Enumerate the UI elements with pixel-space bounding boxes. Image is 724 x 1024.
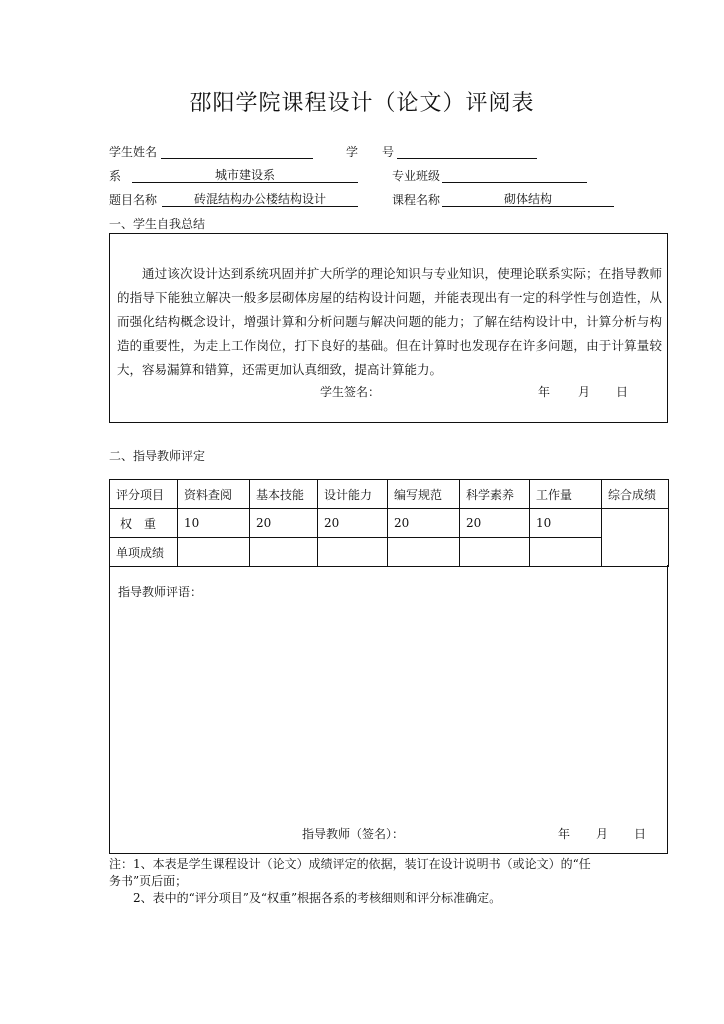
weight-cell: 10 <box>178 509 250 538</box>
dept-label: 系 <box>109 169 122 183</box>
score-cell[interactable] <box>530 538 602 567</box>
weight-cell: 10 <box>530 509 602 538</box>
teacher-sign-day: 日 <box>634 827 647 841</box>
weight-cell: 20 <box>250 509 318 538</box>
header-cell-skills: 基本技能 <box>250 480 318 509</box>
teacher-sign-month: 月 <box>596 827 609 841</box>
teacher-comments-box[interactable] <box>109 565 668 854</box>
header-cell-total: 综合成绩 <box>602 480 669 509</box>
single-score-row <box>110 538 669 567</box>
student-sign-day: 日 <box>616 385 629 399</box>
topic-label: 题目名称 <box>109 193 158 207</box>
header-cell-item: 评分项目 <box>110 480 178 509</box>
student-signature-label: 学生签名： <box>320 385 381 399</box>
self-summary-text: 通过该次设计达到系统巩固并扩大所学的理论知识与专业知识，使理论联系实际；在指导教师的指导下能独立解决一般多层砌体房屋的结构设计问题，并能表现出有一定的科学性与创造性，从而强化结构概念设计，增强计算和分析问题与解决问题的能力；了解在结构设计中，计算分析与构造的重要性，为走上工作岗位，打下良好的基础。但在计算时也发现存在许多问题，由于计算量较大，容易漏算和错算，还需更加认真细致，提高计算能力。 <box>117 266 662 377</box>
page-title: 邵阳学院课程设计（论文）评阅表 <box>189 91 535 116</box>
course-label: 课程名称 <box>392 193 441 207</box>
single-score-label: 单项成绩 <box>110 538 178 567</box>
course-field[interactable]: 砌体结构 <box>442 192 614 207</box>
weight-cell: 20 <box>460 509 530 538</box>
student-sign-year: 年 <box>538 385 551 399</box>
score-cell[interactable] <box>250 538 318 567</box>
table-header-row <box>110 480 669 509</box>
score-cell[interactable] <box>318 538 388 567</box>
class-field[interactable] <box>442 168 587 183</box>
total-score-cell[interactable] <box>602 509 669 567</box>
header-cell-workload: 工作量 <box>530 480 602 509</box>
score-cell[interactable] <box>388 538 460 567</box>
header-cell-design: 设计能力 <box>318 480 388 509</box>
teacher-signature-label: 指导教师（签名）： <box>302 827 405 841</box>
note-line-3: 2、表中的“评分项目”及“权重”根据各系的考核细则和评分标准确定。 <box>133 891 502 905</box>
score-cell[interactable] <box>460 538 530 567</box>
topic-field[interactable]: 砖混结构办公楼结构设计 <box>162 192 358 207</box>
student-name-field[interactable] <box>161 144 313 159</box>
student-sign-month: 月 <box>578 385 591 399</box>
section2-heading: 二、指导教师评定 <box>109 449 206 463</box>
note-line-1: 注：1、本表是学生课程设计（论文）成绩评定的依据，装订在设计说明书（或论文）的“任 <box>109 857 591 871</box>
weight-cell: 20 <box>318 509 388 538</box>
section1-heading: 一、学生自我总结 <box>109 217 206 231</box>
weight-cell: 20 <box>388 509 460 538</box>
student-name-label: 学生姓名 <box>109 145 158 159</box>
student-id-label: 学 号 <box>346 145 395 159</box>
score-cell[interactable] <box>178 538 250 567</box>
header-cell-science: 科学素养 <box>460 480 530 509</box>
note-line-2: 务书”页后面； <box>109 874 188 888</box>
grading-table <box>109 479 669 567</box>
header-cell-writing: 编写规范 <box>388 480 460 509</box>
dept-field[interactable]: 城市建设系 <box>132 168 358 183</box>
teacher-comments-label: 指导教师评语： <box>118 585 203 599</box>
class-label: 专业班级 <box>392 169 441 183</box>
teacher-sign-year: 年 <box>558 827 571 841</box>
weight-label: 权 重 <box>110 509 178 538</box>
student-id-field[interactable] <box>397 144 537 159</box>
weight-row <box>110 509 669 538</box>
header-cell-research: 资料查阅 <box>178 480 250 509</box>
